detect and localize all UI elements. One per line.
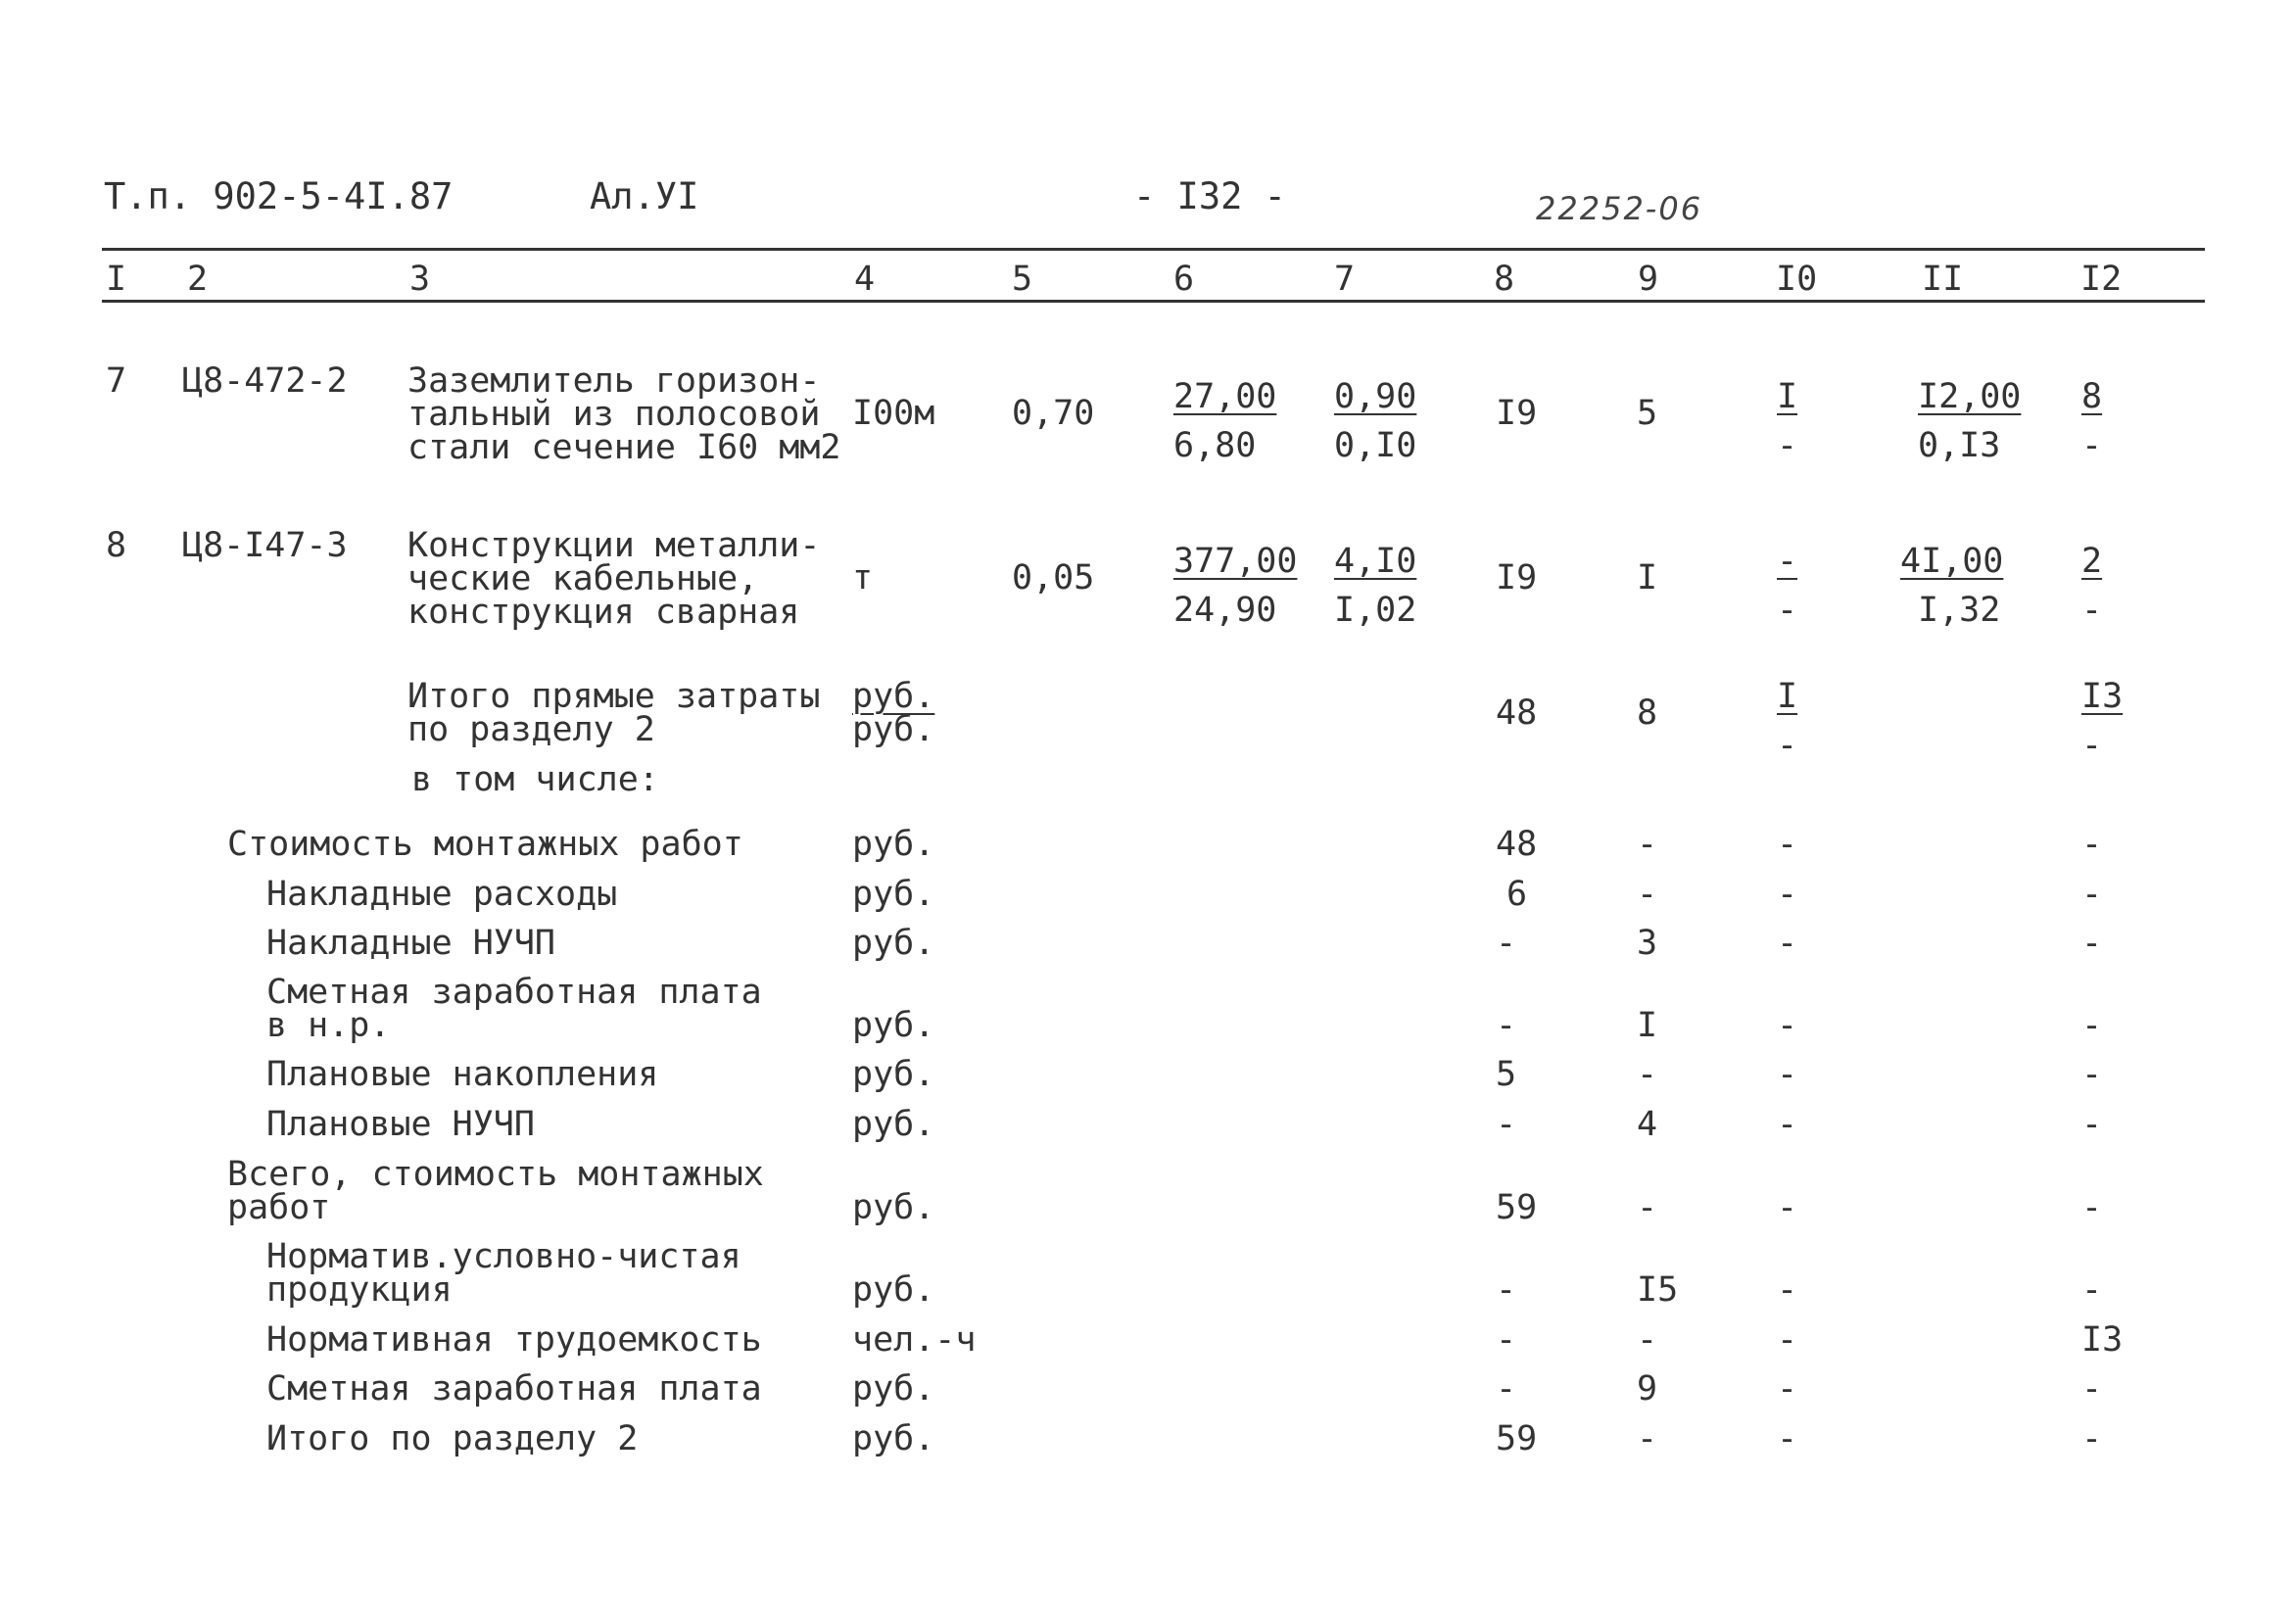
col8-value: - (1496, 1006, 1517, 1045)
col12-value: - (2081, 1188, 2103, 1227)
col9-value: - (1637, 875, 1658, 914)
col9-value: I (1637, 1006, 1658, 1045)
summary-unit: руб. (852, 1188, 935, 1227)
col10-value: - (1777, 1369, 1798, 1409)
col11-top: I2,00 (1918, 377, 2022, 416)
summary-unit: руб. (852, 1419, 935, 1458)
col12-top: 8 (2081, 377, 2103, 416)
col12-bottom: - (2081, 591, 2103, 630)
handwritten-reference: 22252-06 (1536, 190, 1703, 227)
summary-unit: руб. (852, 825, 935, 864)
item-unit: I00м (852, 394, 935, 433)
column-number: I2 (2080, 260, 2123, 299)
col11-bottom: I,32 (1918, 591, 2001, 630)
col8-value: - (1496, 1270, 1517, 1310)
col10-value: - (1777, 1055, 1798, 1094)
col12-value: - (2081, 875, 2103, 914)
col8-value: 59 (1496, 1188, 1538, 1227)
summary-label: Сметная заработная плата в н.р. (266, 973, 762, 1045)
col10-top: - (1777, 542, 1798, 581)
col9-value: - (1637, 1419, 1658, 1458)
column-number: II (1922, 260, 1964, 299)
summary-unit: руб. (852, 924, 935, 963)
col8-value: 59 (1496, 1419, 1538, 1458)
col10-value: - (1777, 875, 1798, 914)
col12-value: - (2081, 1105, 2103, 1144)
summary-label: Плановые НУЧП (266, 1105, 535, 1144)
col10-top: I (1777, 377, 1798, 416)
item-number: 8 (106, 526, 127, 565)
item-quantity: 0,70 (1012, 394, 1095, 433)
col10-value: - (1777, 1006, 1798, 1045)
total-direct-unit-top: руб. (852, 677, 935, 716)
col10-value: - (1777, 1320, 1798, 1360)
column-number: 3 (409, 260, 431, 299)
col11-top: 4I,00 (1900, 542, 2004, 581)
col8-value: - (1496, 1320, 1517, 1360)
item-number: 7 (106, 361, 127, 401)
col8-value: - (1496, 924, 1517, 963)
col12-value: - (2081, 1006, 2103, 1045)
col8-value: 48 (1496, 825, 1538, 864)
column-number: 5 (1012, 260, 1033, 299)
item-description: Заземлитель горизон- тальный из полосовой стали сечение I60 мм2 (407, 361, 841, 467)
page-number: - I32 - (1133, 175, 1286, 217)
col9-value: 4 (1637, 1105, 1658, 1144)
column-number: 9 (1638, 260, 1659, 299)
header-bottom-rule (102, 300, 2205, 303)
col10-value: - (1777, 825, 1798, 864)
column-number: 4 (854, 260, 876, 299)
summary-label: Нормативная трудоемкость (266, 1320, 762, 1360)
including-label: в том числе: (411, 760, 659, 799)
col6-bottom: 6,80 (1173, 426, 1257, 465)
col9-value: 8 (1637, 693, 1658, 733)
header-top-rule (102, 248, 2205, 251)
col8-value: I9 (1496, 394, 1538, 433)
total-direct-unit-bottom: руб. (852, 710, 935, 749)
summary-unit: руб. (852, 1055, 935, 1094)
col10-value: - (1777, 924, 1798, 963)
col10-top: I (1777, 677, 1798, 716)
col10-value: - (1777, 1270, 1798, 1310)
column-number: 7 (1334, 260, 1356, 299)
item-code: Ц8-I47-3 (182, 526, 348, 565)
col9-value: I5 (1637, 1270, 1679, 1310)
album-number: Ал.УI (590, 175, 699, 217)
summary-unit: руб. (852, 1369, 935, 1409)
summary-label: Всего, стоимость монтажных работ (227, 1155, 764, 1227)
col7-top: 4,I0 (1334, 542, 1417, 581)
col12-top: I3 (2081, 677, 2124, 716)
item-quantity: 0,05 (1012, 558, 1095, 597)
summary-label: Накладные НУЧП (266, 924, 556, 963)
col7-top: 0,90 (1334, 377, 1417, 416)
col11-bottom: 0,I3 (1918, 426, 2001, 465)
col12-value: I3 (2081, 1320, 2124, 1360)
col8-value: I9 (1496, 558, 1538, 597)
column-number: 6 (1173, 260, 1195, 299)
summary-label: Итого по разделу 2 (266, 1419, 639, 1458)
summary-label: Стоимость монтажных работ (227, 825, 743, 864)
summary-unit: руб. (852, 1105, 935, 1144)
summary-label: Плановые накопления (266, 1055, 659, 1094)
col10-value: - (1777, 1419, 1798, 1458)
col7-bottom: I,02 (1334, 591, 1417, 630)
summary-label: Норматив.условно-чистая продукция (266, 1237, 741, 1310)
col9-value: - (1637, 1055, 1658, 1094)
col10-value: - (1777, 1188, 1798, 1227)
summary-label: Сметная заработная плата (266, 1369, 762, 1409)
col12-value: - (2081, 1270, 2103, 1310)
col12-top: 2 (2081, 542, 2103, 581)
column-number: I0 (1776, 260, 1818, 299)
item-code: Ц8-472-2 (182, 361, 348, 401)
col12-value: - (2081, 1055, 2103, 1094)
document-code: Т.п. 902-5-4I.87 (104, 175, 454, 217)
col6-bottom: 24,90 (1173, 591, 1277, 630)
col10-value: - (1777, 1105, 1798, 1144)
column-number: 8 (1494, 260, 1515, 299)
column-number: I (106, 260, 127, 299)
col8-value: 6 (1506, 875, 1528, 914)
summary-unit: руб. (852, 1006, 935, 1045)
col10-bottom: - (1777, 726, 1798, 765)
col12-value: - (2081, 1369, 2103, 1409)
col8-value: 48 (1496, 693, 1538, 733)
col8-value: 5 (1496, 1055, 1517, 1094)
item-description: Конструкции металли- ческие кабельные, конструкция сварная (407, 526, 821, 632)
col10-bottom: - (1777, 591, 1798, 630)
total-direct-label: Итого прямые затраты по разделу 2 (407, 677, 821, 749)
col6-top: 27,00 (1173, 377, 1277, 416)
col9-value: 9 (1637, 1369, 1658, 1409)
col9-value: - (1637, 825, 1658, 864)
col8-value: - (1496, 1369, 1517, 1409)
col12-value: - (2081, 825, 2103, 864)
col9-value: 3 (1637, 924, 1658, 963)
summary-unit: руб. (852, 875, 935, 914)
col9-value: I (1637, 558, 1658, 597)
item-unit: т (852, 558, 874, 597)
column-number: 2 (187, 260, 209, 299)
col9-value: - (1637, 1188, 1658, 1227)
col7-bottom: 0,I0 (1334, 426, 1417, 465)
summary-label: Накладные расходы (266, 875, 618, 914)
col9-value: 5 (1637, 394, 1658, 433)
col12-bottom: - (2081, 426, 2103, 465)
col12-value: - (2081, 924, 2103, 963)
col12-bottom: - (2081, 726, 2103, 765)
col12-value: - (2081, 1419, 2103, 1458)
col10-bottom: - (1777, 426, 1798, 465)
summary-unit: руб. (852, 1270, 935, 1310)
col9-value: - (1637, 1320, 1658, 1360)
col8-value: - (1496, 1105, 1517, 1144)
col6-top: 377,00 (1173, 542, 1298, 581)
summary-unit: чел.-ч (852, 1320, 977, 1360)
